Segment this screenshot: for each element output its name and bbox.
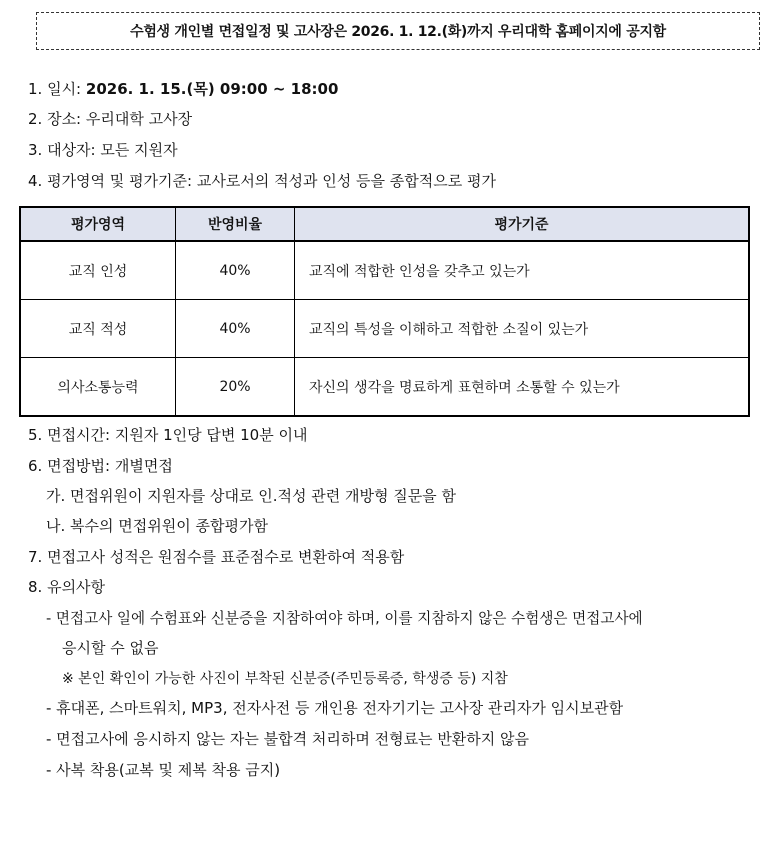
cell-criteria: 교직에 적합한 인성을 갖추고 있는가 bbox=[295, 241, 750, 300]
item-interview-method: 6. 면접방법: 개별면접 bbox=[28, 457, 173, 475]
table-header-row bbox=[20, 207, 749, 241]
header-ratio: 반영비율 bbox=[176, 207, 295, 241]
notice-text: 수험생 개인별 면접일정 및 고사장은 2026. 1. 12.(화)까지 우리대학 홈페이지에 공지함 bbox=[130, 24, 666, 40]
evaluation-table bbox=[19, 206, 750, 417]
note-dress-code: - 사복 착용(교복 및 제복 착용 금지) bbox=[46, 761, 281, 779]
table-row bbox=[20, 300, 749, 358]
table-row bbox=[20, 241, 749, 300]
note-id-required: - 면접고사 일에 수험표와 신분증을 지참하여야 하며, 이를 지참하지 않은 수험생은 면접고사에 bbox=[46, 610, 643, 627]
cell-area: 의사소통능력 bbox=[20, 358, 176, 417]
item-criteria-intro: 4. 평가영역 및 평가기준: 교사로서의 적성과 인성 등을 종합적으로 평가 bbox=[28, 172, 497, 190]
cell-ratio: 20% bbox=[176, 358, 295, 417]
cell-ratio: 40% bbox=[176, 300, 295, 358]
header-area: 평가영역 bbox=[20, 207, 176, 241]
item-datetime bbox=[28, 78, 338, 99]
item-method-b: 나. 복수의 면접위원이 종합평가함 bbox=[46, 517, 268, 535]
item-location: 2. 장소: 우리대학 고사장 bbox=[28, 110, 193, 128]
note-id-reference: ※ 본인 확인이 가능한 사진이 부착된 신분증(주민등록증, 학생증 등) 지참 bbox=[62, 671, 508, 687]
cell-area: 교직 적성 bbox=[20, 300, 176, 358]
cell-criteria: 교직의 특성을 이해하고 적합한 소질이 있는가 bbox=[295, 300, 750, 358]
datetime-value: 2026. 1. 15.(목) 09:00 ~ 18:00 bbox=[85, 80, 339, 98]
item-score-conversion: 7. 면접고사 성적은 원점수를 표준점수로 변환하여 적용함 bbox=[28, 548, 405, 566]
note-id-required-cont: 응시할 수 없음 bbox=[62, 639, 159, 657]
header-criteria: 평가기준 bbox=[295, 207, 750, 241]
notice-box bbox=[36, 12, 760, 50]
cell-criteria: 자신의 생각을 명료하게 표현하며 소통할 수 있는가 bbox=[295, 358, 750, 417]
item-method-a: 가. 면접위원이 지원자를 상대로 인.적성 관련 개방형 질문을 함 bbox=[46, 487, 456, 505]
item-target: 3. 대상자: 모든 지원자 bbox=[28, 141, 178, 159]
item-notes-heading: 8. 유의사항 bbox=[28, 578, 106, 596]
item-interview-time: 5. 면접시간: 지원자 1인당 답변 10분 이내 bbox=[28, 426, 308, 444]
datetime-label: 1. 일시: bbox=[28, 80, 86, 98]
note-devices: - 휴대폰, 스마트워치, MP3, 전자사전 등 개인용 전자기기는 고사장 관리자가 임시보관함 bbox=[46, 699, 624, 717]
cell-area: 교직 인성 bbox=[20, 241, 176, 300]
note-absence: - 면접고사에 응시하지 않는 자는 불합격 처리하며 전형료는 반환하지 않음 bbox=[46, 730, 530, 748]
cell-ratio: 40% bbox=[176, 241, 295, 300]
table-row bbox=[20, 358, 749, 417]
